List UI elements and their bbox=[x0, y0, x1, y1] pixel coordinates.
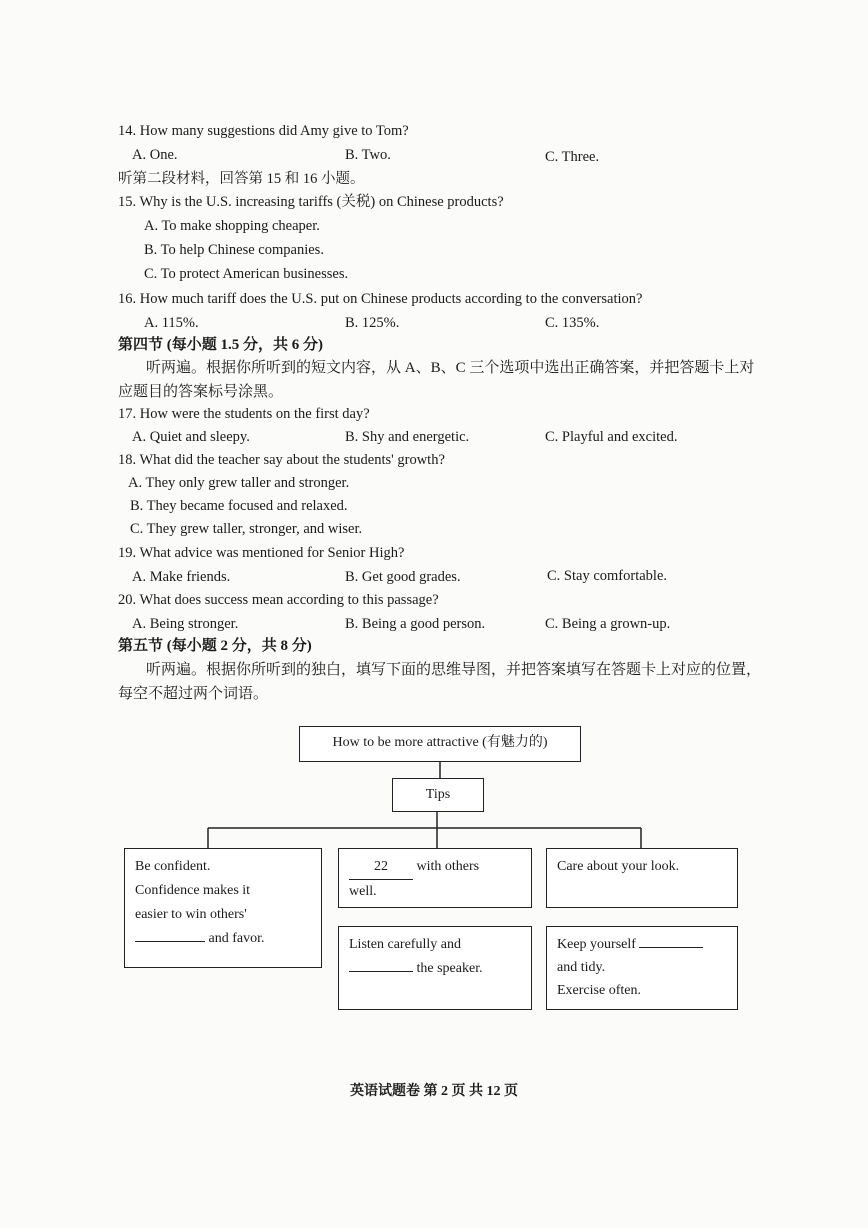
mindmap-tips: Tips bbox=[392, 778, 484, 812]
box1-line1: Be confident. bbox=[135, 859, 211, 874]
box4-line1: Listen carefully and bbox=[349, 937, 461, 952]
q16-stem: 16. How much tariff does the U.S. put on Chinese products according to the conversation? bbox=[118, 291, 643, 307]
q20-option-b: B. Being a good person. bbox=[345, 616, 486, 632]
mindmap-box-listen bbox=[338, 926, 532, 1010]
box1-line4: and favor. bbox=[205, 931, 265, 946]
q15-option-a: A. To make shopping cheaper. bbox=[144, 218, 320, 234]
q18-stem: 18. What did the teacher say about the students' growth? bbox=[118, 452, 445, 468]
box1-line3: easier to win others' bbox=[135, 907, 247, 922]
box4-line2: the speaker. bbox=[413, 961, 483, 976]
q18-option-b: B. They became focused and relaxed. bbox=[130, 498, 348, 514]
blank-21[interactable] bbox=[135, 941, 205, 942]
section4-title: 第四节 (每小题 1.5 分，共 6 分) bbox=[118, 337, 323, 353]
box2-line1: with others bbox=[413, 859, 480, 874]
q19-option-b: B. Get good grades. bbox=[345, 569, 461, 585]
q17-stem: 17. How were the students on the first day? bbox=[118, 406, 370, 422]
q14-option-a: A. One. bbox=[132, 147, 178, 163]
q19-stem: 19. What advice was mentioned for Senior High? bbox=[118, 545, 405, 561]
blank-24[interactable] bbox=[639, 947, 703, 948]
page-footer: 英语试题卷 第 2 页 共 12 页 bbox=[350, 1084, 518, 1099]
q18-option-c: C. They grew taller, stronger, and wiser. bbox=[130, 521, 363, 537]
mindmap-root: How to be more attractive (有魅力的) bbox=[299, 726, 581, 762]
q17-option-a: A. Quiet and sleepy. bbox=[132, 429, 250, 445]
q20-option-c: C. Being a grown-up. bbox=[545, 616, 671, 632]
q18-option-a: A. They only grew taller and stronger. bbox=[128, 475, 350, 491]
q17-option-b: B. Shy and energetic. bbox=[345, 429, 470, 445]
q19-option-c: C. Stay comfortable. bbox=[547, 568, 668, 584]
q16-option-b: B. 125%. bbox=[345, 315, 400, 331]
q19-option-a: A. Make friends. bbox=[132, 569, 231, 585]
q15-stem: 15. Why is the U.S. increasing tariffs (关税) on Chinese products? bbox=[118, 194, 504, 210]
q16-option-c: C. 135%. bbox=[545, 315, 600, 331]
box5-line3: Exercise often. bbox=[557, 983, 641, 998]
q14-option-b: B. Two. bbox=[345, 147, 391, 163]
box5-line2: and tidy. bbox=[557, 960, 606, 975]
box2-line2: well. bbox=[349, 884, 377, 899]
box1-line2: Confidence makes it bbox=[135, 883, 251, 898]
mindmap-box-look: Care about your look. bbox=[546, 848, 738, 908]
mindmap-box-tidy bbox=[546, 926, 738, 1010]
q14-option-c: C. Three. bbox=[545, 149, 600, 165]
q14-stem: 14. How many suggestions did Amy give to Tom? bbox=[118, 123, 409, 139]
q16-option-a: A. 115%. bbox=[144, 315, 199, 331]
q15-option-c: C. To protect American businesses. bbox=[144, 266, 349, 282]
mindmap-box-confidence bbox=[124, 848, 322, 968]
blank-23[interactable] bbox=[349, 971, 413, 972]
q20-option-a: A. Being stronger. bbox=[132, 616, 239, 632]
section5-title: 第五节 (每小题 2 分，共 8 分) bbox=[118, 638, 312, 654]
q15-option-b: B. To help Chinese companies. bbox=[144, 242, 324, 258]
section4-instructions: 听两遍。根据你所听到的短文内容，从 A、B、C 三个选项中选出正确答案，并把答题卡上对应题目的答案标号涂黑。 bbox=[118, 360, 755, 400]
mindmap-box-get-along bbox=[338, 848, 532, 908]
box5-line1: Keep yourself bbox=[557, 937, 640, 952]
blank-22[interactable]: 22 bbox=[349, 855, 413, 880]
q17-option-c: C. Playful and excited. bbox=[545, 429, 678, 445]
section2-note: 听第二段材料，回答第 15 和 16 小题。 bbox=[118, 171, 365, 187]
section5-instructions: 听两遍。根据你所听到的独白，填写下面的思维导图，并把答案填写在答题卡上对应的位置，每空不超过两个词语。 bbox=[118, 662, 762, 702]
q20-stem: 20. What does success mean according to this passage? bbox=[118, 592, 439, 608]
